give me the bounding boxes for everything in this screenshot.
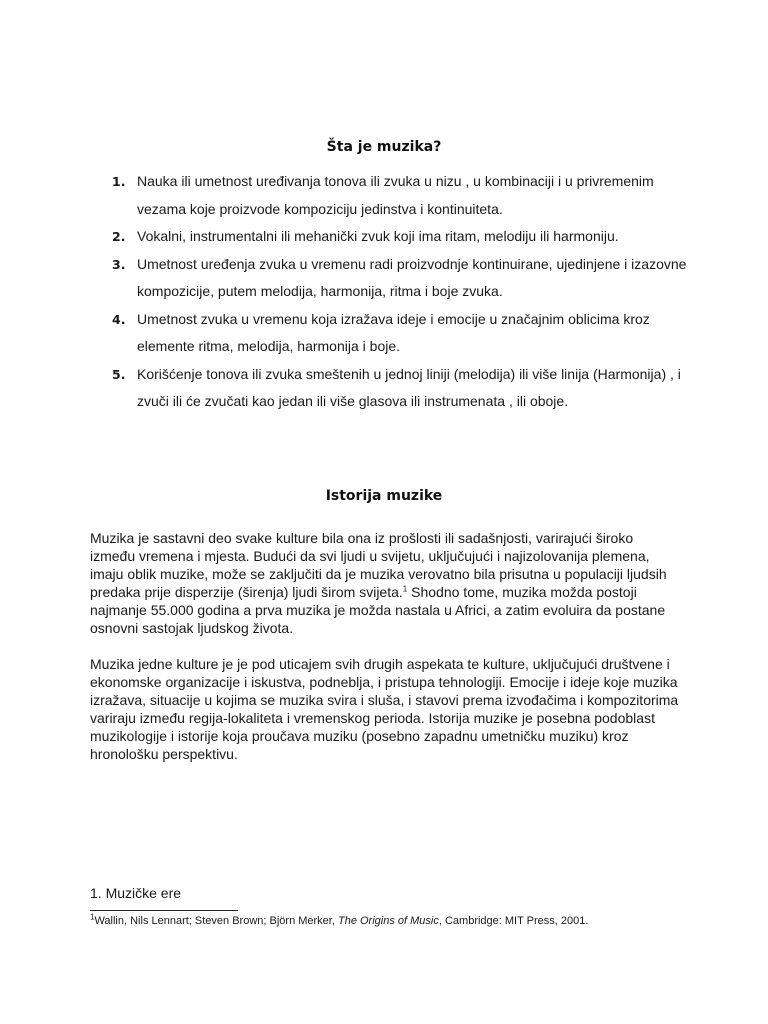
list-item-text: Umetnost zvuka u vremenu koja izražava ideje i emocije u značajnim oblicima kroz elemente ritma, melodija, harmonija i boje. xyxy=(137,310,650,354)
list-item xyxy=(112,223,692,251)
list-item-text: Nauka ili umetnost uređivanja tonova ili zvuka u nizu , u kombinaciji i u privremenim vezama koje proizvode kompoziciju jedinstva i kontinuiteta. xyxy=(137,173,654,217)
section-heading-music-history: Istorija muzike xyxy=(325,488,443,504)
paragraph-text: Muzika je sastavni deo svake kulture bila ona iz prošlosti ili sadašnjosti, varirajući široko između vremena i mjesta. Budući da svi ljudi u svijetu, uključujući i najizolovanija plemena, imaju oblik muzike, može se zaključiti da je muzika verovatno bila prisutna u populaciji ljudsih predaka prije disperzije (širenja) ljudi širom svijeta. xyxy=(90,530,667,600)
footnote xyxy=(90,914,588,928)
section-heading-what-is-music: Šta je muzika? xyxy=(326,139,442,155)
list-item xyxy=(112,168,692,223)
list-item-number: 4. xyxy=(112,311,126,327)
definitions-list xyxy=(112,168,692,416)
history-paragraph-2: Muzika jedne kulture je je pod uticajem svih drugih aspekata te kulture, uključujući društvene i ekonomske organizacije i iskustva, podneblja, i pristupa tehnologiji. Emocije i ideje koje muzika izražava, situacije u kojima se muzika svira i sluša, i stavovi prema izvođačima i kompozitorima variraju između regija-lokaliteta i vremenskog perioda. Istorija muzike je posebna podoblast muzikologije i istorije koja proučava muziku (posebno zapadnu umetničku muziku) kroz hronološku perspektivu. xyxy=(90,656,679,762)
footnote-mark: 1 xyxy=(90,912,95,922)
next-section-heading: 1. Muzičke ere xyxy=(90,885,182,901)
list-item-text: Umetnost uređenja zvuka u vremenu radi proizvodnje kontinuirane, ujedinjene i izazovne kompozicije, putem melodija, harmonija, ritma i boje zvuka. xyxy=(137,255,687,299)
list-item-number: 5. xyxy=(112,366,126,382)
history-paragraph-1 xyxy=(90,529,680,637)
paragraph-text: Shodno tome, muzika možda postoji najmanje 55.000 godina a prva muzika je možda nastala u Africi, a zatim evoluira da postane osnovni sastojak ljudskog života. xyxy=(90,584,666,636)
footnote-publisher: , Cambridge: MIT Press, 2001. xyxy=(438,915,589,927)
list-item-text: Vokalni, instrumentalni ili mehanički zvuk koji ima ritam, melodiju ili harmoniju. xyxy=(137,228,619,244)
footnote-book-title: The Origins of Music xyxy=(337,915,439,927)
list-item-number: 1. xyxy=(112,174,126,189)
list-item-text: Korišćenje tonova ili zvuka smeštenih u jednoj liniji (melodija) ili više linija (Harmonija) , i zvuči ili će zvučati kao jedan ili više glasova ili instrumenata , ili oboje. xyxy=(137,365,681,409)
list-item-number: 3. xyxy=(112,256,126,272)
footnote-authors: Wallin, Nils Lennart; Steven Brown; Björn Merker, xyxy=(94,915,338,927)
list-item xyxy=(112,306,692,361)
list-item-number: 2. xyxy=(112,229,126,244)
list-item xyxy=(112,361,692,416)
list-item xyxy=(112,251,692,306)
footnote-separator xyxy=(90,910,238,911)
footnote-reference[interactable]: 1 xyxy=(402,584,408,594)
